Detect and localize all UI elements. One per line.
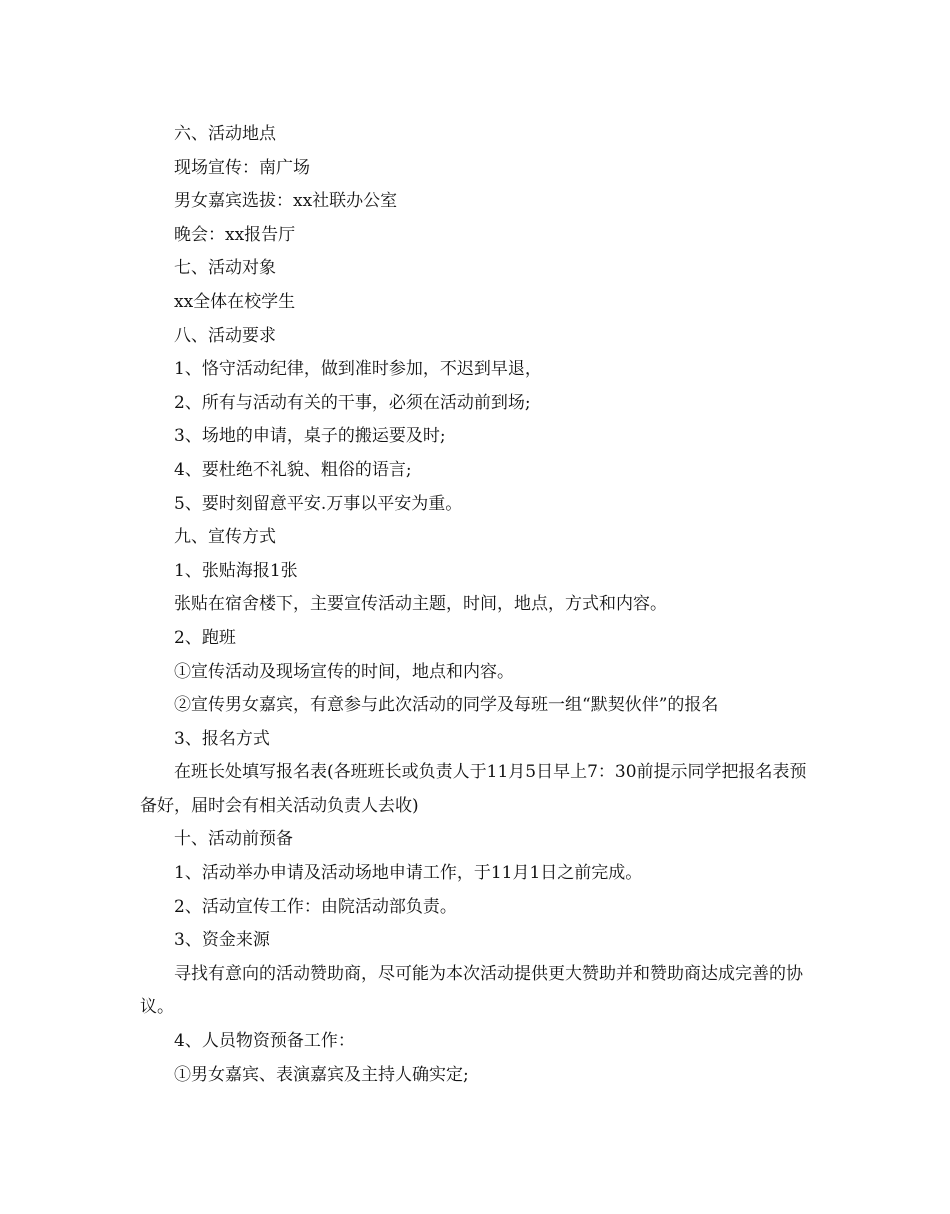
list-item: 1、恪守活动纪律，做到准时参加，不迟到早退， xyxy=(174,359,542,380)
list-item: 1、活动举办申请及活动场地申请工作，于11月1日之前完成。 xyxy=(174,863,643,884)
list-item: 2、跑班 xyxy=(174,627,236,648)
section-heading-audience: 七、活动对象 xyxy=(174,258,276,279)
paragraph-funding: 寻找有意向的活动赞助商，尽可能为本次活动提供更大赞助并和赞助商达成完善的协议。 xyxy=(140,963,803,1018)
text-line: 现场宣传：南广场 xyxy=(174,157,310,178)
list-item: 2、活动宣传工作：由院活动部负责。 xyxy=(174,896,457,917)
list-item: ①宣传活动及现场宣传的时间，地点和内容。 xyxy=(174,661,514,682)
section-heading-requirements: 八、活动要求 xyxy=(174,325,276,346)
list-item: ①男女嘉宾、表演嘉宾及主持人确实定; xyxy=(174,1064,469,1085)
section-heading-promotion: 九、宣传方式 xyxy=(174,527,276,548)
text-line: 张贴在宿舍楼下，主要宣传活动主题，时间，地点，方式和内容。 xyxy=(174,594,667,615)
section-heading-location: 六、活动地点 xyxy=(174,124,276,144)
text-line: 晚会：xx报告厅 xyxy=(174,224,296,245)
list-item: ②宣传男女嘉宾，有意参与此次活动的同学及每班一组“默契伙伴”的报名 xyxy=(174,695,719,716)
text-line: xx全体在校学生 xyxy=(174,291,296,312)
list-item: 5、要时刻留意平安.万事以平安为重。 xyxy=(174,493,463,514)
list-item: 2、所有与活动有关的干事，必须在活动前到场; xyxy=(174,392,531,413)
list-item: 3、场地的申请，桌子的搬运要及时; xyxy=(174,426,446,447)
list-item: 3、报名方式 xyxy=(174,728,270,749)
section-heading-preparation: 十、活动前预备 xyxy=(174,829,293,850)
paragraph-signup: 在班长处填写报名表(各班班长或负责人于11月5日早上7：30前提示同学把报名表预备好，届时会有相关活动负责人去收) xyxy=(140,762,807,816)
list-item: 4、人员物资预备工作： xyxy=(174,1031,355,1052)
text-line: 男女嘉宾选拔：xx社联办公室 xyxy=(174,191,398,212)
document-body xyxy=(140,118,820,1092)
list-item: 3、资金来源 xyxy=(174,930,270,951)
list-item: 4、要杜绝不礼貌、粗俗的语言; xyxy=(174,459,412,480)
list-item: 1、张贴海报1张 xyxy=(174,560,298,581)
